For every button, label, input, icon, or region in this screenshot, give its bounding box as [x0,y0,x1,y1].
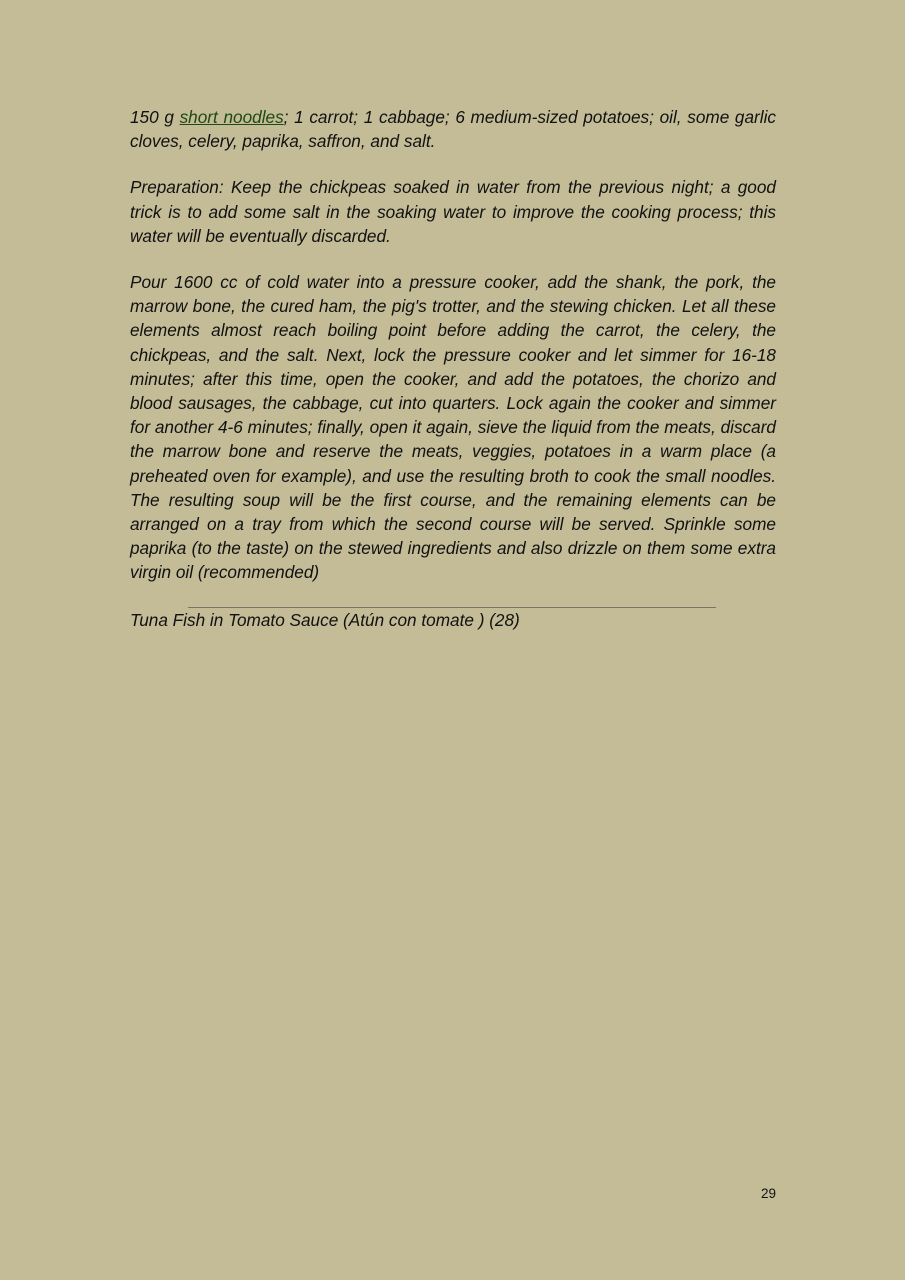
ingredients-paragraph [130,105,776,153]
page-content [130,105,776,654]
short-noodles-link[interactable]: short noodles [179,107,284,127]
ingredients-suffix: ; 1 carrot; 1 cabbage; 6 medium-sized potatoes; oil, some garlic cloves, celery, paprika, saffron, and salt. [130,107,776,152]
page-number: 29 [760,1186,776,1201]
next-recipe-title: Tuna Fish in Tomato Sauce (Atún con tomate ) (28) [130,609,520,630]
preparation-paragraph: Preparation: Keep the chickpeas soaked in water from the previous night; a good trick is to add some salt in the soaking water to improve the cooking process; this water will be eventually discarded. [130,177,776,246]
ingredients-prefix: 150 g [130,107,180,127]
instructions-paragraph: Pour 1600 cc of cold water into a pressure cooker, add the shank, the pork, the marrow bone, the cured ham, the pig's trotter, and the stewing chicken. Let all these elements almost reach boiling point before adding the carrot, the celery, the chickpeas, and the salt. Next, lock the pressure cooker and let simmer for 16-18 minutes; after this time, open the cooker, and add the potatoes, the chorizo and blood sausages, the cabbage, cut into quarters. Lock again the cooker and simmer for another 4-6 minutes; finally, open it again, sieve the liquid from the meats, discard the marrow bone and reserve the meats, veggies, potatoes in a warm place (a preheated oven for example), and use the resulting broth to cook the small noodles. The resulting soup will be the first course, and the remaining elements can be arranged on a tray from which the second course will be served. Sprinkle some paprika (to the taste) on the stewed ingredients and also drizzle on them some extra virgin oil (recommended) [130,272,776,583]
